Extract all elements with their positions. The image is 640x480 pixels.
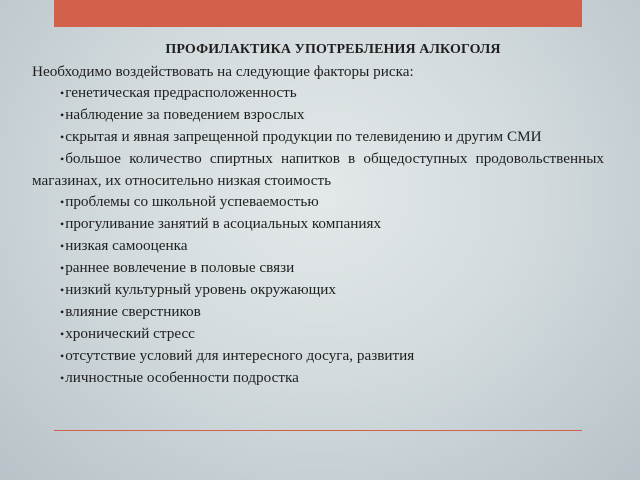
- list-item: [32, 323, 604, 345]
- bullet-icon: •: [60, 327, 65, 341]
- list-item-text: низкая самооценка: [65, 237, 188, 254]
- list-item-text: низкий культурный уровень окружающих: [65, 281, 336, 298]
- list-item: [32, 301, 604, 323]
- bullet-icon: •: [60, 152, 65, 166]
- bottom-divider-line: [54, 430, 582, 431]
- list-item: [32, 367, 604, 389]
- list-item-text: проблемы со школьной успеваемостью: [65, 193, 319, 210]
- list-item: [32, 191, 604, 213]
- bullet-icon: •: [60, 371, 65, 385]
- list-item-text: отсутствие условий для интересного досуга, развития: [65, 347, 415, 364]
- bullet-icon: •: [60, 195, 65, 209]
- list-item: [32, 148, 604, 191]
- list-item: [32, 126, 604, 148]
- list-item: [32, 235, 604, 257]
- list-item-text: прогуливание занятий в асоциальных компаниях: [65, 215, 382, 232]
- list-item-text: раннее вовлечение в половые связи: [65, 259, 295, 276]
- bullet-icon: •: [60, 283, 65, 297]
- list-item-text: генетическая предрасположенность: [65, 84, 297, 101]
- list-item: [32, 104, 604, 126]
- list-item-text: наблюдение за поведением взрослых: [65, 106, 305, 123]
- list-item: [32, 257, 604, 279]
- slide-title: ПРОФИЛАКТИКА УПОТРЕБЛЕНИЯ АЛКОГОЛЯ: [165, 42, 501, 57]
- list-item: [32, 213, 604, 235]
- list-item-text: большое количество спиртных напитков в общедоступных продовольственных магазинах, их относительно низкая стоимость: [32, 150, 604, 189]
- slide-content: [32, 40, 604, 389]
- list-item-text: скрытая и явная запрещенной продукции по телевидению и другим СМИ: [65, 128, 542, 145]
- top-accent-bar: [54, 0, 582, 27]
- list-item: [32, 345, 604, 367]
- bullet-icon: •: [60, 261, 65, 275]
- bullet-icon: •: [60, 130, 65, 144]
- bullet-icon: •: [60, 217, 65, 231]
- list-item-text: хронический стресс: [65, 325, 195, 342]
- bullet-icon: •: [60, 349, 65, 363]
- risk-factor-list: [32, 82, 604, 389]
- list-item-text: влияние сверстников: [65, 303, 201, 320]
- list-item-text: личностные особенности подростка: [65, 369, 299, 386]
- list-item: [32, 82, 604, 104]
- intro-text: Необходимо воздействовать на следующие факторы риска:: [32, 63, 414, 80]
- bullet-icon: •: [60, 86, 65, 100]
- bullet-icon: •: [60, 108, 65, 122]
- list-item: [32, 279, 604, 301]
- bullet-icon: •: [60, 239, 65, 253]
- bullet-icon: •: [60, 305, 65, 319]
